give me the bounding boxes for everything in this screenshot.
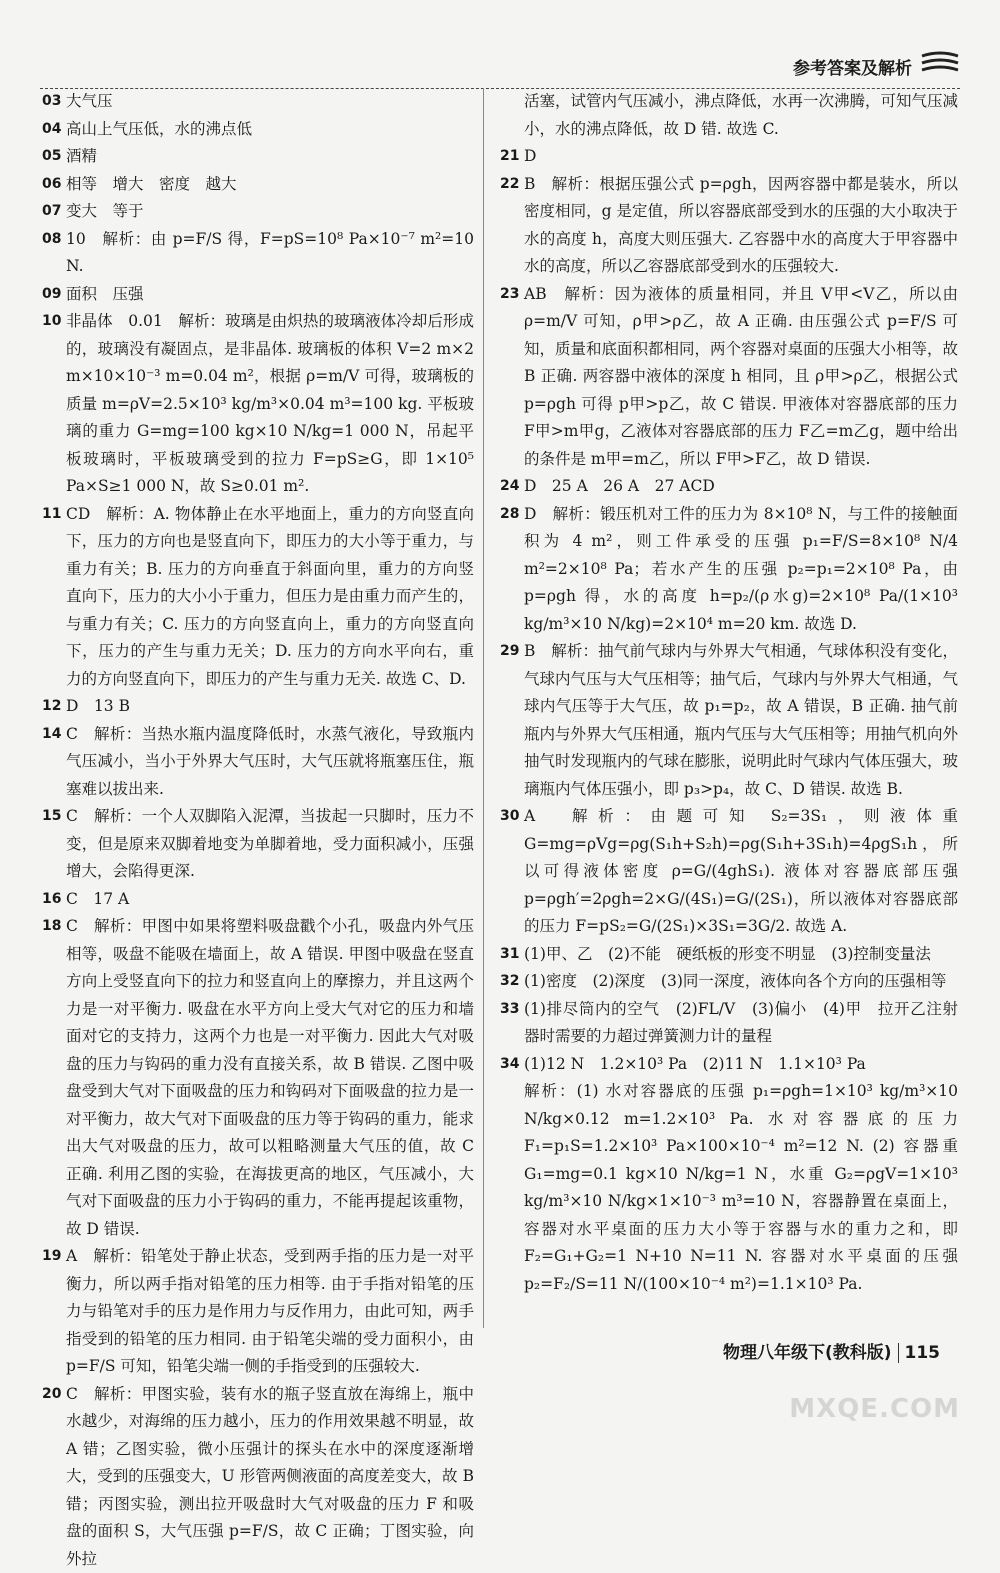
question-number: 30: [500, 803, 524, 941]
answer-text: D 13 B: [66, 693, 474, 721]
question-number: 03: [42, 88, 66, 116]
answer-text: CD 解析：A. 物体静止在水平地面上，重力的方向竖直向下，压力的方向也是竖直向下，即压力的大小等于重力，与重力有关；B. 压力的方向垂直于斜面向里，重力的方向竖直向下，压力的大小小于重力，但压力是由重力而产生的，与重力有关；C. 压力的方向竖直向上，重力的方向竖直向下，压力的产生与重力无关；D. 压力的方向水平向右，重力的方向竖直向下，即压力的产生与重力无关. 故选 C、D.: [66, 501, 474, 694]
answer-text: B 解析：抽气前气球内与外界大气相通，气球体积没有变化，气球内气压与大气压相等；抽气后，气球内与外界大气相通，气球内气压等于大气压，故 p₁=p₂，故 A 错误，B 正确. 抽气前瓶内与外界大气压相通，瓶内气压与大气压相等；用抽气机向外抽气时发现瓶内的气球在膨胀，说明此时气球内气体压强大，玻璃瓶内气体压强小，即 p₃>p₄，故 C、D 错误. 故选 B.: [524, 638, 958, 803]
answer-item: [42, 1381, 474, 1573]
answer-text: D: [524, 143, 958, 171]
question-number: 16: [42, 886, 66, 914]
question-number: 23: [500, 281, 524, 474]
question-number: 06: [42, 171, 66, 199]
answer-text: 非晶体 0.01 解析：玻璃是由炽热的玻璃液体冷却后形成的，玻璃没有凝固点，是非晶体. 玻璃板的体积 V=2 m×2 m×10×10⁻³ m=0.04 m²，根据 ρ=m/V 可得，玻璃板的质量 m=ρV=2.5×10³ kg/m³×0.04 m³=100 kg. 平板玻璃的重力 G=mg=100 kg×10 N/kg=1 000 N，吊起平板玻璃时，平板玻璃受到的拉力 F=pS≥G，即 1×10⁵ Pa×S≥1 000 N，故 S≥0.01 m².: [66, 308, 474, 501]
answer-text: A 解析：铅笔处于静止状态，受到两手指的压力是一对平衡力，所以两手指对铅笔的压力相等. 由于手指对铅笔的压力与铅笔对手的压力是作用力与反作用力，由此可知，两手指受到的铅笔的压力相同. 由于铅笔尖端的受力面积小，由 p=F/S 可知，铅笔尖端一侧的手指受到的压强较大.: [66, 1243, 474, 1381]
question-number: 08: [42, 226, 66, 281]
column-divider: [483, 88, 484, 1328]
question-number: 11: [42, 501, 66, 694]
answer-text: 10 解析：由 p=F/S 得，F=pS=10⁸ Pa×10⁻⁷ m²=10 N.: [66, 226, 474, 281]
answer-item: [500, 996, 958, 1051]
question-number: [500, 88, 524, 143]
answer-text: 大气压: [66, 88, 474, 116]
answer-item: [42, 1243, 474, 1381]
answer-item: [500, 88, 958, 143]
answer-item: [42, 693, 474, 721]
answer-item: [500, 1051, 958, 1079]
question-number: 05: [42, 143, 66, 171]
answer-item: [42, 198, 474, 226]
answer-text: C 解析：当热水瓶内温度降低时，水蒸气液化，导致瓶内气压减小，当小于外界大气压时，大气压就将瓶塞压住，瓶塞难以拔出来.: [66, 721, 474, 804]
book-stack-icon: [920, 48, 960, 78]
answer-text: B 解析：根据压强公式 p=ρgh，因两容器中都是装水，所以密度相同，g 是定值，所以容器底部受到水的压强的大小取决于水的高度 h，高度大则压强大. 乙容器中水的高度大于甲容器中水的高度，所以乙容器底部受到水的压强较大.: [524, 171, 958, 281]
answer-item: [500, 143, 958, 171]
answer-text: 面积 压强: [66, 281, 474, 309]
answer-item: [500, 473, 958, 501]
answer-text: (1)密度 (2)深度 (3)同一深度，液体向各个方向的压强相等: [524, 968, 958, 996]
answer-item: [42, 803, 474, 886]
answer-text: 高山上气压低，水的沸点低: [66, 116, 474, 144]
question-number: 20: [42, 1381, 66, 1573]
answer-item: [42, 886, 474, 914]
question-number: 09: [42, 281, 66, 309]
answer-text: (1)12 N 1.2×10³ Pa (2)11 N 1.1×10³ Pa: [524, 1051, 958, 1079]
question-number: 10: [42, 308, 66, 501]
answer-text: D 25 A 26 A 27 ACD: [524, 473, 958, 501]
answer-text: A 解析：由题可知 S₂=3S₁，则液体重 G=mg=ρVg=ρg(S₁h+S₂h)=ρg(S₁h+3S₁h)=4ρgS₁h，所以可得液体密度 ρ=G/(4ghS₁). 液体对容器底部压强 p=ρgh′=2ρgh=2×G/(4S₁)=G/(2S₁)，所以液体对容器底部的压力 F=pS₂=G/(2S₁)×3S₁=3G/2. 故选 A.: [524, 803, 958, 941]
page-header: [40, 64, 960, 89]
question-number: 04: [42, 116, 66, 144]
question-number: 34: [500, 1051, 524, 1079]
question-number: 15: [42, 803, 66, 886]
answer-text: C 解析：甲图实验，装有水的瓶子竖直放在海绵上，瓶中水越少，对海绵的压力越小，压力的作用效果越不明显，故 A 错；乙图实验，微小压强计的探头在水中的深度逐渐增大，受到的压强变大，U 形管两侧液面的高度差变大，故 B 错；丙图实验，测出拉开吸盘时大气对吸盘的压力 F 和吸盘的面积 S，大气压强 p=F/S，故 C 正确；丁图实验，向外拉: [66, 1381, 474, 1573]
question-number: [500, 1078, 524, 1298]
answer-text: C 解析：甲图中如果将塑料吸盘戳个小孔，吸盘内外气压相等，吸盘不能吸在墙面上，故 A 错误. 甲图中吸盘在竖直方向上受竖直向下的拉力和竖直向上的摩擦力，并且这两个力是一对平衡力. 吸盘在水平方向上受大气对它的压力和墙面对它的支持力，这两个力也是一对平衡力. 因此大气对吸盘的压力与钩码的重力没有直接关系，故 B 错误. 乙图中吸盘受到大气对下面吸盘的压力和钩码对下面吸盘的拉力是一对平衡力，故大气对下面吸盘的压力等于钩码的重力，能求出大气对吸盘的压力，故可以粗略测量大气压的值，故 C 正确. 利用乙图的实验，在海拔更高的地区，气压减小，大气对下面吸盘的压力小于钩码的重力，不能再提起该重物，故 D 错误.: [66, 913, 474, 1243]
book-title: 物理八年级下(教科版): [723, 1343, 892, 1363]
question-number: 31: [500, 941, 524, 969]
question-number: 28: [500, 501, 524, 639]
question-number: 24: [500, 473, 524, 501]
answer-item: [500, 281, 958, 474]
question-number: 07: [42, 198, 66, 226]
question-number: 18: [42, 913, 66, 1243]
question-number: 14: [42, 721, 66, 804]
page-number: 115: [898, 1343, 941, 1363]
answer-text: AB 解析：因为液体的质量相同，并且 V甲<V乙，所以由 ρ=m/V 可知，ρ甲>ρ乙，故 A 正确. 由压强公式 p=F/S 可知，质量和底面积都相同，两个容器对桌面的压强大小相等，故 B 正确. 两容器中液体的深度 h 相同，且 ρ甲>ρ乙，根据公式 p=ρgh 可得 p甲>p乙，故 C 错误. 甲液体对容器底部的压力 F甲>m甲g，乙液体对容器底部的压力 F乙=m乙g，题中给出的条件是 m甲=m乙，所以 F甲>F乙，故 D 错误.: [524, 281, 958, 474]
answer-item: [42, 116, 474, 144]
answer-item: [42, 143, 474, 171]
answer-text: 解析：(1) 水对容器底的压强 p₁=ρgh=1×10³ kg/m³×10 N/kg×0.12 m=1.2×10³ Pa. 水对容器底的压力 F₁=p₁S=1.2×10³ Pa×100×10⁻⁴ m²=12 N. (2) 容器重 G₁=mg=0.1 kg×10 N/kg=1 N，水重 G₂=ρgV=1×10³ kg/m³×10 N/kg×1×10⁻³ m³=10 N，容器静置在桌面上，容器对水平桌面的压力大小等于容器与水的重力之和，即 F₂=G₁+G₂=1 N+10 N=11 N. 容器对水平桌面的压强 p₂=F₂/S=11 N/(100×10⁻⁴ m²)=1.1×10³ Pa.: [524, 1078, 958, 1298]
right-column: [500, 88, 958, 1298]
answer-item: [500, 968, 958, 996]
answer-item: [42, 171, 474, 199]
answer-item: [42, 88, 474, 116]
answer-text: 变大 等于: [66, 198, 474, 226]
answer-text: 酒精: [66, 143, 474, 171]
answer-text: C 解析：一个人双脚陷入泥潭，当拔起一只脚时，压力不变，但是原来双脚着地变为单脚着地，受力面积减小，压强增大，会陷得更深.: [66, 803, 474, 886]
answer-item: [42, 501, 474, 694]
answer-text: C 17 A: [66, 886, 474, 914]
answer-text: (1)甲、乙 (2)不能 硬纸板的形变不明显 (3)控制变量法: [524, 941, 958, 969]
answer-item: [500, 1078, 958, 1298]
watermark-site: MXQE.COM: [789, 1394, 960, 1424]
question-number: 22: [500, 171, 524, 281]
question-number: 29: [500, 638, 524, 803]
answer-item: [500, 638, 958, 803]
watermark-logo: [760, 1360, 960, 1424]
header-title: 参考答案及解析: [793, 54, 912, 79]
question-number: 12: [42, 693, 66, 721]
answer-text: (1)排尽筒内的空气 (2)FL/V (3)偏小 (4)甲 拉开乙注射器时需要的力超过弹簧测力计的量程: [524, 996, 958, 1051]
answer-item: [500, 803, 958, 941]
answer-item: [42, 226, 474, 281]
answer-item: [42, 721, 474, 804]
question-number: 21: [500, 143, 524, 171]
left-column: [42, 88, 474, 1573]
answer-item: [42, 308, 474, 501]
answer-item: [42, 281, 474, 309]
answer-item: [42, 913, 474, 1243]
answer-text: 相等 增大 密度 越大: [66, 171, 474, 199]
question-number: 33: [500, 996, 524, 1051]
question-number: 19: [42, 1243, 66, 1381]
answer-text: D 解析：锻压机对工件的压力为 8×10⁸ N，与工件的接触面积为 4 m²，则工件承受的压强 p₁=F/S=8×10⁸ N/4 m²=2×10⁸ Pa；若水产生的压强 p₂=p₁=2×10⁸ Pa，由 p=ρgh 得，水的高度 h=p₂/(ρ水g)=2×10⁸ Pa/(1×10³ kg/m³×10 N/kg)=2×10⁴ m=20 km. 故选 D.: [524, 501, 958, 639]
answer-text: 活塞，试管内气压减小，沸点降低，水再一次沸腾，可知气压减小，水的沸点降低，故 D 错. 故选 C.: [524, 88, 958, 143]
question-number: 32: [500, 968, 524, 996]
answer-item: [500, 501, 958, 639]
answer-item: [500, 171, 958, 281]
answer-item: [500, 941, 958, 969]
